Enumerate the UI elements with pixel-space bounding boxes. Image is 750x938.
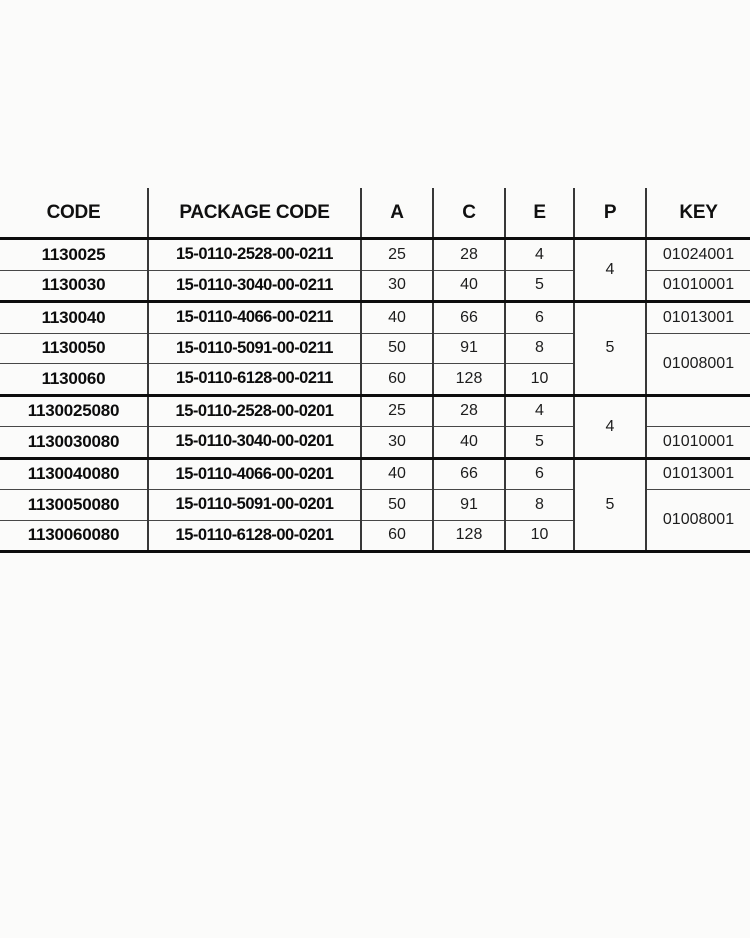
cell-e: 5	[505, 427, 574, 459]
cell-package-code: 15-0110-6128-00-0201	[148, 520, 361, 552]
cell-c: 66	[433, 302, 505, 334]
cell-code: 1130060	[0, 364, 148, 396]
column-header-c: C	[433, 188, 505, 239]
cell-c: 40	[433, 270, 505, 302]
cell-package-code: 15-0110-4066-00-0211	[148, 302, 361, 334]
cell-package-code: 15-0110-4066-00-0201	[148, 458, 361, 490]
cell-key: 01008001	[646, 490, 750, 552]
cell-a: 25	[361, 395, 433, 427]
cell-key: 01024001	[646, 239, 750, 271]
cell-e: 8	[505, 490, 574, 521]
table-row	[0, 239, 750, 271]
cell-c: 66	[433, 458, 505, 490]
cell-e: 4	[505, 395, 574, 427]
cell-code: 1130040	[0, 302, 148, 334]
cell-c: 28	[433, 395, 505, 427]
cell-a: 60	[361, 520, 433, 552]
cell-key: 01010001	[646, 427, 750, 459]
cell-package-code: 15-0110-6128-00-0211	[148, 364, 361, 396]
cell-package-code: 15-0110-2528-00-0201	[148, 395, 361, 427]
cell-c: 128	[433, 364, 505, 396]
cell-key: 01008001	[646, 333, 750, 395]
table-row	[0, 302, 750, 334]
cell-e: 6	[505, 458, 574, 490]
cell-code: 1130025	[0, 239, 148, 271]
cell-package-code: 15-0110-2528-00-0211	[148, 239, 361, 271]
cell-e: 10	[505, 364, 574, 396]
cell-a: 60	[361, 364, 433, 396]
cell-a: 40	[361, 458, 433, 490]
cell-key: 01013001	[646, 458, 750, 490]
cell-a: 25	[361, 239, 433, 271]
cell-c: 91	[433, 490, 505, 521]
cell-a: 50	[361, 490, 433, 521]
cell-package-code: 15-0110-3040-00-0211	[148, 270, 361, 302]
column-header-p: P	[574, 188, 646, 239]
cell-a: 30	[361, 427, 433, 459]
column-header-key: KEY	[646, 188, 750, 239]
product-spec-table	[0, 188, 750, 553]
cell-e: 4	[505, 239, 574, 271]
cell-a: 30	[361, 270, 433, 302]
cell-key: 01013001	[646, 302, 750, 334]
cell-key: 01010001	[646, 270, 750, 302]
cell-code: 1130040080	[0, 458, 148, 490]
cell-p: 4	[574, 395, 646, 458]
column-header-package-code: PACKAGE CODE	[148, 188, 361, 239]
cell-p: 5	[574, 302, 646, 396]
cell-a: 40	[361, 302, 433, 334]
column-header-code: CODE	[0, 188, 148, 239]
cell-key	[646, 395, 750, 427]
column-header-a: A	[361, 188, 433, 239]
table-body	[0, 239, 750, 552]
cell-a: 50	[361, 333, 433, 364]
cell-c: 128	[433, 520, 505, 552]
cell-c: 28	[433, 239, 505, 271]
table-row	[0, 458, 750, 490]
cell-e: 5	[505, 270, 574, 302]
cell-p: 5	[574, 458, 646, 552]
cell-code: 1130030	[0, 270, 148, 302]
cell-code: 1130030080	[0, 427, 148, 459]
cell-package-code: 15-0110-3040-00-0201	[148, 427, 361, 459]
cell-c: 91	[433, 333, 505, 364]
cell-code: 1130025080	[0, 395, 148, 427]
column-header-e: E	[505, 188, 574, 239]
cell-code: 1130050080	[0, 490, 148, 521]
cell-e: 6	[505, 302, 574, 334]
cell-e: 10	[505, 520, 574, 552]
header-row	[0, 188, 750, 239]
cell-code: 1130050	[0, 333, 148, 364]
cell-package-code: 15-0110-5091-00-0201	[148, 490, 361, 521]
table-row	[0, 395, 750, 427]
table-header	[0, 188, 750, 239]
cell-code: 1130060080	[0, 520, 148, 552]
cell-e: 8	[505, 333, 574, 364]
cell-c: 40	[433, 427, 505, 459]
cell-package-code: 15-0110-5091-00-0211	[148, 333, 361, 364]
cell-p: 4	[574, 239, 646, 302]
